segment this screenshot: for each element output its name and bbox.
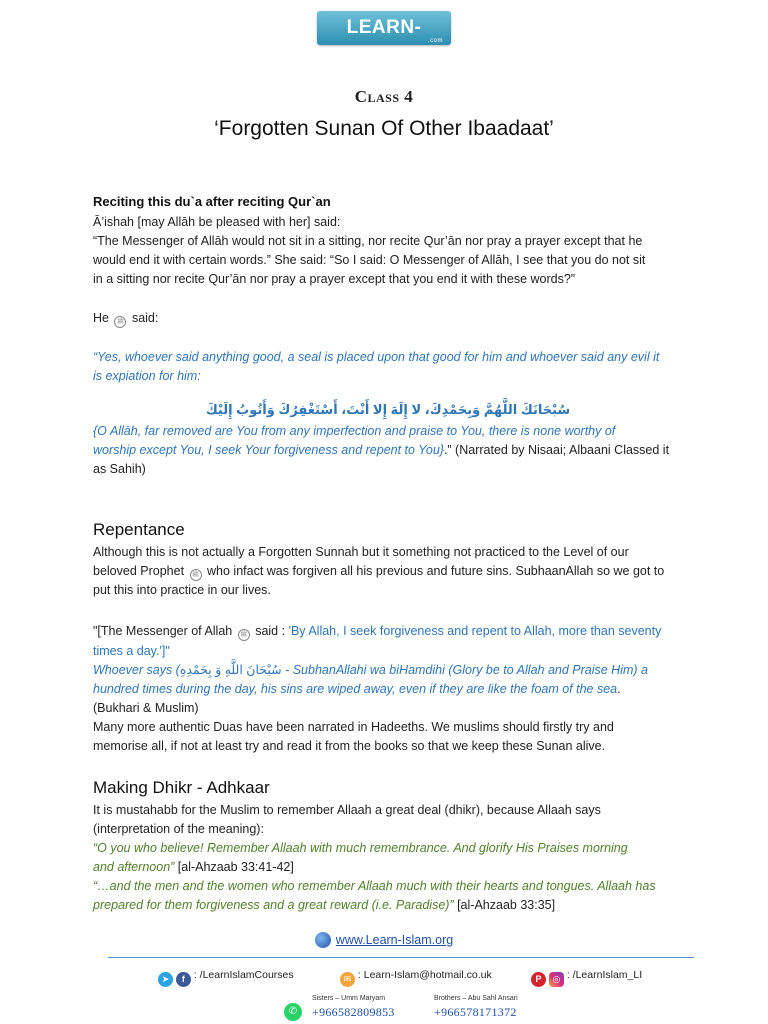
whoever-end: . xyxy=(617,682,621,696)
website-line xyxy=(0,932,768,948)
messenger-quote-line-1 xyxy=(93,622,683,641)
messenger-quote-b: said : xyxy=(255,624,286,638)
messenger-quote-c: 'By Allah, I seek forgiveness and repent to Allah, more than seventy xyxy=(288,624,662,638)
translation-line-2 xyxy=(93,441,683,460)
section-heading-dhikr: Making Dhikr - Adhkaar xyxy=(93,778,270,797)
whoever-arabic: سُبْحَانَ اللَّهِ وَ بِحَمْدِهِ xyxy=(179,663,282,677)
whoever-says-line-2 xyxy=(93,680,683,699)
instagram-icon: ◎ xyxy=(549,972,564,987)
messenger-quote-d: times a day.']" xyxy=(93,644,170,658)
dhikr-line-2: (interpretation of the meaning): xyxy=(93,822,264,836)
he-said-b: said: xyxy=(131,311,159,325)
salawat-icon: ﷺ xyxy=(238,629,250,641)
more-duas-line-1: Many more authentic Duas have been narrated in Hadeeths. We muslims should firstly try and xyxy=(93,720,614,734)
verse2-line-2 xyxy=(93,896,683,915)
brothers-label: Brothers – Abu Sahl Ansari xyxy=(434,995,518,1002)
class-label: Class 4 xyxy=(354,87,414,106)
verse2-line-1: “…and the men and the women who remember Allaah much with their hearts and tongues. Allaah has xyxy=(93,879,656,893)
verse2-b: prepared for them forgiveness and a great reward (i.e. Paradise)” xyxy=(93,898,454,912)
verse1-line-2 xyxy=(93,858,683,877)
narration-a: .” (Narrated by Nisaai; Albaani Classed it xyxy=(443,443,670,457)
whatsapp-icon: ✆ xyxy=(284,997,302,1021)
logo-text: LEARN-ISLAM xyxy=(346,17,422,72)
learn-islam-logo xyxy=(317,11,451,72)
pinterest-icon: P xyxy=(531,972,546,987)
email-contact[interactable] xyxy=(340,969,492,987)
repentance-2a: beloved Prophet xyxy=(93,564,185,578)
hadith-line-3: in a sitting nor recite Qur’ān nor pray a prayer except that you end it with these words?” xyxy=(93,272,575,286)
website-link[interactable]: www.Learn-Islam.org xyxy=(335,933,454,947)
globe-icon xyxy=(315,932,331,948)
he-said-a: He xyxy=(93,311,109,325)
repentance-2b: who infact was forgiven all his previous and future sins. SubhaanAllah so we got to xyxy=(207,564,665,578)
footer-divider xyxy=(108,957,694,958)
verse2-ref: [al-Ahzaab 33:35] xyxy=(453,898,556,912)
hadith-line-2: would end it with certain words.” She said: “So I said: O Messenger of Allāh, I see that you do not sit xyxy=(93,253,646,267)
quote-line-1: “Yes, whoever said anything good, a seal is placed upon that good for him and whoever said any evil it xyxy=(93,350,660,364)
translation-line-1 xyxy=(93,422,683,441)
page-title: ‘Forgotten Sunan Of Other Ibaadaat’ xyxy=(214,117,554,140)
telegram-fb-handle: : /LearnIslamCourses xyxy=(193,969,294,981)
arabic-dua: سُبْحَانَكَ اللَّهُمَّ وَبِحَمْدِكَ، لا إِلَهَ إِلا أَنْتَ، أَسْتَغْفِرُكَ وَأَتُوبُ إِلَيْكَ xyxy=(205,402,571,417)
sisters-phone[interactable]: +966582809853 xyxy=(312,1005,395,1019)
section-heading-dua: Reciting this du`a after reciting Qur`an xyxy=(93,194,331,209)
verse1-b: and afternoon” xyxy=(93,860,175,874)
whoever-c: hundred times during the day, his sins are wiped away, even if they are like the foam of the sea xyxy=(93,682,618,696)
more-duas-line-2: memorise all, if not at least try and read it from the books so that we keep these Sunan alive. xyxy=(93,739,606,753)
logo-sub: .com xyxy=(427,38,443,44)
verse1-line-1: “O you who believe! Remember Allaah with much remembrance. And glorify His Praises morning xyxy=(93,841,628,855)
sisters-label: Sisters – Umm Maryam xyxy=(312,995,386,1002)
whoever-says-line-1 xyxy=(93,661,683,680)
messenger-quote-a: "[The Messenger of Allah xyxy=(93,624,233,638)
repentance-line-1: Although this is not actually a Forgotten Sunnah but it something not practiced to the Level of our xyxy=(93,545,629,559)
whoever-a: Whoever says ( xyxy=(93,663,180,677)
pinterest-instagram-contact[interactable] xyxy=(531,969,642,987)
narration-line-2: as Sahih) xyxy=(93,462,146,476)
telegram-icon: ➤ xyxy=(158,972,173,987)
salawat-icon: ﷺ xyxy=(114,316,126,328)
salawat-icon: ﷺ xyxy=(190,569,202,581)
quote-line-2: is expiation for him: xyxy=(93,369,201,383)
messenger-quote-line-2 xyxy=(93,642,683,661)
aishah-intro: Ā’ishah [may Allāh be pleased with her] said: xyxy=(93,215,341,229)
telegram-facebook-contact[interactable] xyxy=(158,969,294,987)
bukhari-muslim-ref: (Bukhari & Muslim) xyxy=(93,701,199,715)
repentance-line-3: put this into practice in our lives. xyxy=(93,583,271,597)
section-heading-repentance: Repentance xyxy=(93,520,185,539)
facebook-icon: f xyxy=(176,972,191,987)
translation-a: {O Allāh, far removed are You from any imperfection and praise to You, there is none worthy of xyxy=(93,424,616,438)
verse1-ref: [al-Ahzaab 33:41-42] xyxy=(174,860,294,874)
he-said-line xyxy=(93,309,683,328)
repentance-line-2 xyxy=(93,562,683,581)
email-icon: ✉ xyxy=(340,972,355,987)
pin-insta-handle: : /LearnIslam_LI xyxy=(566,969,643,981)
translation-b: worship except You, I seek Your forgiveness and repent to You} xyxy=(93,443,444,457)
dhikr-line-1: It is mustahabb for the Muslim to remember Allaah a great deal (dhikr), because Allaah says xyxy=(93,803,601,817)
whoever-b: - SubhanAllahi wa biHamdihi (Glory be to Allah and Praise Him) a xyxy=(281,663,648,677)
hadith-line-1: “The Messenger of Allāh would not sit in a sitting, nor recite Qur’ān nor pray a prayer except that he xyxy=(93,234,643,248)
email-address: : Learn-Islam@hotmail.co.uk xyxy=(357,969,492,981)
brothers-phone[interactable]: +966578171372 xyxy=(434,1005,517,1019)
